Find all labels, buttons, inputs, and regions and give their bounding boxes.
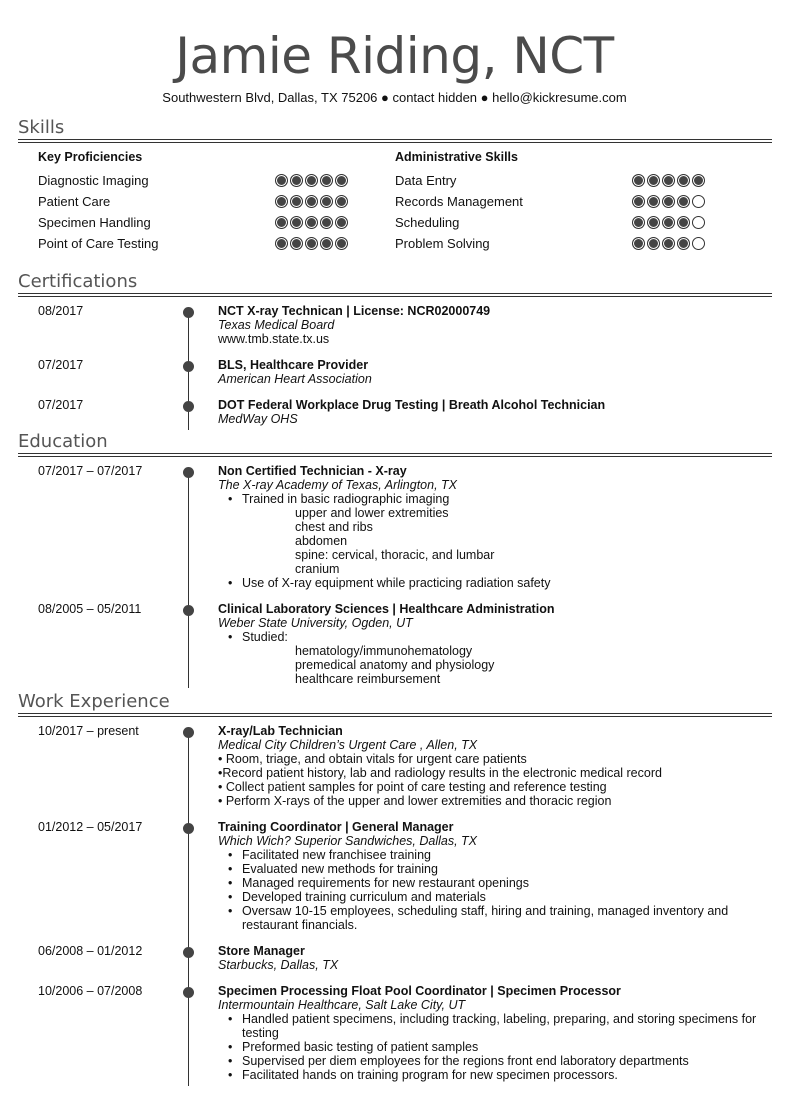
timeline-marker <box>183 727 194 738</box>
rating-dot-filled <box>335 195 348 208</box>
entry-date: 08/2005 – 05/2011 <box>38 602 142 616</box>
entry-organization: Medical City Children’s Urgent Care , Allen, TX <box>218 738 478 752</box>
skills-column-admin <box>395 149 705 257</box>
rating-dot-filled <box>677 195 690 208</box>
rating-dot-empty <box>692 195 705 208</box>
rating-dot-filled <box>305 216 318 229</box>
entry-bullets <box>218 492 758 506</box>
rating-dot-filled <box>335 216 348 229</box>
skill-label: Point of Care Testing <box>38 236 159 251</box>
skills-column-key <box>38 149 348 257</box>
section-divider <box>18 716 772 717</box>
skill-rating <box>630 237 705 250</box>
rating-dot-filled <box>275 237 288 250</box>
entry-date: 06/2008 – 01/2012 <box>38 944 143 958</box>
entry-date: 07/2017 – 07/2017 <box>38 464 143 478</box>
skill-row <box>395 236 705 257</box>
rating-dot-empty <box>692 216 705 229</box>
entry-organization: Weber State University, Ogden, UT <box>218 616 413 630</box>
timeline-line <box>188 472 189 688</box>
rating-dot-filled <box>677 216 690 229</box>
rating-dot-filled <box>677 174 690 187</box>
work-section-header <box>18 692 772 717</box>
entry-date: 01/2012 – 05/2017 <box>38 820 143 834</box>
sub-item: chest and ribs <box>295 520 373 534</box>
entry-organization: Which Wich? Superior Sandwiches, Dallas, TX <box>218 834 478 848</box>
rating-dot-filled <box>290 216 303 229</box>
skill-row <box>395 173 705 194</box>
entry-date: 07/2017 <box>38 358 84 372</box>
rating-dot-filled <box>647 195 660 208</box>
rating-dot-filled <box>335 237 348 250</box>
skill-rating <box>630 195 705 208</box>
skill-rating <box>630 174 705 187</box>
skill-label: Data Entry <box>395 173 457 188</box>
timeline-marker <box>183 467 194 478</box>
entry-organization: American Heart Association <box>218 372 372 386</box>
rating-dot-filled <box>290 237 303 250</box>
entry-url: www.tmb.state.tx.us <box>218 332 330 346</box>
section-divider <box>18 456 772 457</box>
skill-row <box>395 194 705 215</box>
entry-line: • Collect patient samples for point of care testing and reference testing <box>218 780 607 794</box>
section-title-work: Work Experience <box>18 691 170 712</box>
sub-item: spine: cervical, thoracic, and lumbar <box>295 548 495 562</box>
timeline-marker <box>183 361 194 372</box>
skill-rating <box>630 216 705 229</box>
rating-dot-filled <box>320 195 333 208</box>
entry-line: •Record patient history, lab and radiology results in the electronic medical record <box>218 766 662 780</box>
timeline-marker <box>183 987 194 998</box>
rating-dot-filled <box>275 174 288 187</box>
bullet-item: • Handled patient specimens, including tracking, labeling, preparing, and storing specimens for testing <box>242 1012 758 1040</box>
entry-organization: Intermountain Healthcare, Salt Lake City, UT <box>218 998 466 1012</box>
entry-title: Non Certified Technician - X-ray <box>218 464 407 478</box>
timeline-marker <box>183 401 194 412</box>
skill-row <box>38 194 348 215</box>
entry-bullets <box>218 848 758 932</box>
entry-title: Specimen Processing Float Pool Coordinator | Specimen Processor <box>218 984 621 998</box>
section-divider <box>18 453 772 454</box>
rating-dot-filled <box>647 174 660 187</box>
skill-row <box>395 215 705 236</box>
section-title-education: Education <box>18 431 108 452</box>
skill-row <box>38 236 348 257</box>
rating-dot-filled <box>647 237 660 250</box>
bullet-item: • Evaluated new methods for training <box>242 862 758 876</box>
skill-label: Diagnostic Imaging <box>38 173 149 188</box>
entry-title: NCT X-ray Technican | License: NCR02000749 <box>218 304 491 318</box>
section-divider <box>18 139 772 140</box>
skill-rating <box>273 174 348 187</box>
rating-dot-filled <box>632 174 645 187</box>
rating-dot-filled <box>662 174 675 187</box>
skill-rating <box>273 216 348 229</box>
rating-dot-empty <box>692 237 705 250</box>
entry-organization: The X-ray Academy of Texas, Arlington, TX <box>218 478 457 492</box>
rating-dot-filled <box>692 174 705 187</box>
entry-line: • Room, triage, and obtain vitals for urgent care patients <box>218 752 527 766</box>
entry-organization: Starbucks, Dallas, TX <box>218 958 339 972</box>
skill-label: Patient Care <box>38 194 111 209</box>
rating-dot-filled <box>647 216 660 229</box>
rating-dot-filled <box>662 216 675 229</box>
timeline-marker <box>183 947 194 958</box>
skills-group-title: Key Proficiencies <box>38 150 143 164</box>
rating-dot-filled <box>662 237 675 250</box>
timeline-marker <box>183 605 194 616</box>
entry-line: • Perform X-rays of the upper and lower extremities and thoracic region <box>218 794 612 808</box>
rating-dot-filled <box>275 216 288 229</box>
rating-dot-filled <box>320 237 333 250</box>
certifications-section-header <box>18 272 772 297</box>
sub-item: abdomen <box>295 534 348 548</box>
timeline-marker <box>183 307 194 318</box>
rating-dot-filled <box>305 174 318 187</box>
entry-date: 10/2017 – present <box>38 724 139 738</box>
timeline-marker <box>183 823 194 834</box>
skills-group-title: Administrative Skills <box>395 150 518 164</box>
rating-dot-filled <box>632 195 645 208</box>
bullet-item: • Oversaw 10-15 employees, scheduling staff, hiring and training, managed inventory and restaurant financials. <box>242 904 758 932</box>
bullet-item: • Developed training curriculum and materials <box>242 890 758 904</box>
contact-line: Southwestern Blvd, Dallas, TX 75206 ● contact hidden ● hello@kickresume.com <box>162 90 627 105</box>
rating-dot-filled <box>305 237 318 250</box>
bullet-item: • Trained in basic radiographic imaging <box>242 492 758 506</box>
bullet-item: • Studied: <box>242 630 758 644</box>
rating-dot-filled <box>677 237 690 250</box>
skill-row <box>38 215 348 236</box>
entry-organization: Texas Medical Board <box>218 318 335 332</box>
entry-bullets <box>218 576 758 590</box>
entry-title: BLS, Healthcare Provider <box>218 358 369 372</box>
bullet-item: • Supervised per diem employees for the regions front end laboratory departments <box>242 1054 758 1068</box>
rating-dot-filled <box>320 174 333 187</box>
entry-organization: MedWay OHS <box>218 412 298 426</box>
rating-dot-filled <box>632 237 645 250</box>
entry-title: DOT Federal Workplace Drug Testing | Breath Alcohol Technician <box>218 398 606 412</box>
section-title-skills: Skills <box>18 117 65 138</box>
entry-bullets <box>218 630 758 644</box>
entry-title: Training Coordinator | General Manager <box>218 820 454 834</box>
rating-dot-filled <box>662 195 675 208</box>
sub-item: healthcare reimbursement <box>295 672 441 686</box>
skill-row <box>38 173 348 194</box>
rating-dot-filled <box>320 216 333 229</box>
sub-item: upper and lower extremities <box>295 506 449 520</box>
entry-date: 08/2017 <box>38 304 84 318</box>
section-divider <box>18 142 772 143</box>
entry-title: Clinical Laboratory Sciences | Healthcare Administration <box>218 602 555 616</box>
rating-dot-filled <box>305 195 318 208</box>
section-divider <box>18 293 772 294</box>
bullet-item: • Preformed basic testing of patient samples <box>242 1040 758 1054</box>
sub-item: premedical anatomy and physiology <box>295 658 495 672</box>
skill-rating <box>273 237 348 250</box>
rating-dot-filled <box>290 195 303 208</box>
skills-section-header <box>18 118 772 143</box>
entry-bullets <box>218 1012 758 1082</box>
candidate-name: Jamie Riding, NCT <box>175 27 614 85</box>
section-divider <box>18 713 772 714</box>
bullet-item: • Use of X-ray equipment while practicing radiation safety <box>242 576 758 590</box>
skill-label: Problem Solving <box>395 236 490 251</box>
rating-dot-filled <box>335 174 348 187</box>
section-divider <box>18 296 772 297</box>
skill-label: Scheduling <box>395 215 460 230</box>
rating-dot-filled <box>290 174 303 187</box>
timeline-line <box>188 732 189 1086</box>
sub-item: cranium <box>295 562 340 576</box>
skill-label: Records Management <box>395 194 523 209</box>
bullet-item: • Managed requirements for new restaurant openings <box>242 876 758 890</box>
education-section-header <box>18 432 772 457</box>
section-title-certifications: Certifications <box>18 271 138 292</box>
skill-rating <box>273 195 348 208</box>
skill-label: Specimen Handling <box>38 215 151 230</box>
entry-date: 10/2006 – 07/2008 <box>38 984 143 998</box>
sub-item: hematology/immunohematology <box>295 644 473 658</box>
bullet-item: • Facilitated hands on training program for new specimen processors. <box>242 1068 758 1082</box>
bullet-item: • Facilitated new franchisee training <box>242 848 758 862</box>
entry-date: 07/2017 <box>38 398 84 412</box>
rating-dot-filled <box>632 216 645 229</box>
entry-title: X-ray/Lab Technician <box>218 724 343 738</box>
rating-dot-filled <box>275 195 288 208</box>
entry-title: Store Manager <box>218 944 305 958</box>
